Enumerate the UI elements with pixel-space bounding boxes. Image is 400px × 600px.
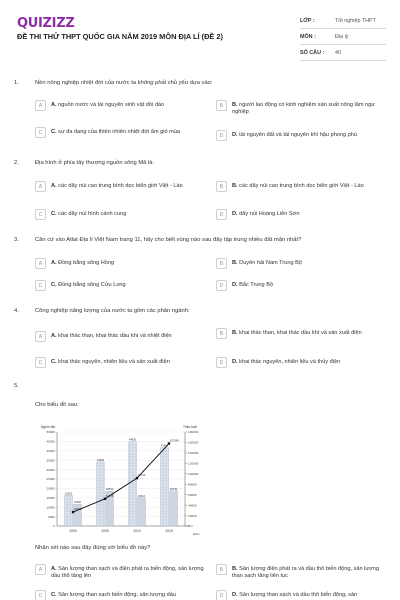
question-text: Căn cứ vào Atlat Địa lí Việt Nam trang 11, hãy cho biết vùng nào sau đây tập trung nhiều đất mặn nhất? xyxy=(35,237,302,243)
option-a[interactable]: A A. khai thác than, khai thác dầu khí và nhiệt điện xyxy=(35,333,205,342)
option-letter: A xyxy=(35,100,46,111)
info-panel xyxy=(300,13,386,61)
option-b[interactable]: B B. Duyên hải Nam Trung Bộ xyxy=(216,260,386,269)
y-tick-left: 5000 xyxy=(48,514,55,519)
option-d[interactable]: D D. khai thác nguyên, nhiên liệu và thủy điện xyxy=(216,359,386,368)
y-tick-left: 40000 xyxy=(46,449,55,453)
line-data-label: 157949 xyxy=(170,439,179,443)
option-letter: A xyxy=(35,258,46,269)
option-b[interactable]: B B. Sản lượng điện phát ra và dầu thô biến động, sản lượng than sạch tăng liên tục xyxy=(216,566,386,581)
y-tick-left: 15000 xyxy=(46,496,55,500)
option-letter: D xyxy=(216,280,227,291)
bar-series-2 xyxy=(138,498,146,526)
option-d[interactable]: D D. tài nguyên đất và tài nguyên khí hậu phong phú xyxy=(216,132,386,141)
option-a[interactable]: A A. Sản lượng than sạch và điện phát ra biến động, sản lượng dầu thô tăng lên xyxy=(35,566,205,581)
option-c[interactable]: C C. khai thác nguyên, nhiên liệu và sản xuất điện xyxy=(35,359,205,368)
info-value: Tốt nghiệp THPT xyxy=(335,17,376,24)
bar-series-1 xyxy=(97,462,105,526)
option-b[interactable]: B B. người lao động có kinh nghiệm sản xuất nông lâm ngư nghiệp xyxy=(216,102,386,117)
line-point xyxy=(136,477,138,479)
question-1 xyxy=(14,80,386,86)
question-5 xyxy=(14,383,386,389)
info-key: MÔN : xyxy=(300,33,316,40)
option-letter: D xyxy=(216,590,227,600)
option-c[interactable]: C C. các dãy núi hình cánh cung xyxy=(35,211,205,220)
y-tick-right: 100000 xyxy=(188,471,199,476)
bar-data-label: 18745 xyxy=(169,487,178,491)
chart-container xyxy=(35,422,220,540)
line-series xyxy=(73,444,169,513)
x-axis-end-label: Năm xyxy=(193,532,200,536)
info-class-row xyxy=(300,13,386,29)
option-letter: A xyxy=(35,331,46,342)
option-letter: C xyxy=(35,127,46,138)
chart-intro: Cho biểu đồ sau: xyxy=(35,402,79,408)
question-number: 3. xyxy=(14,237,19,243)
option-letter: D xyxy=(216,130,227,141)
option-b[interactable]: B B. các dãy núi cao trung bình dọc biên giới Việt - Lào xyxy=(216,183,386,192)
quizizz-logo: QUIZIZZ xyxy=(17,16,75,31)
option-a[interactable]: A A. các dãy núi cao trung bình dọc biên giới Việt - Lào xyxy=(35,183,205,192)
question-5-text: Nhận xét nào sau đây đúng với biểu đồ này? xyxy=(35,545,151,551)
y-axis-left-label: Nghìn tấn xyxy=(41,425,56,429)
line-point xyxy=(168,442,170,444)
y-tick-right: 120000 xyxy=(188,461,199,466)
info-key: LỚP : xyxy=(300,17,315,24)
line-data-label: 52078 xyxy=(106,494,114,498)
option-letter: C xyxy=(35,209,46,220)
x-tick-label: 2005 xyxy=(101,529,109,533)
document-title: ĐỀ THI THỬ THPT QUỐC GIA NĂM 2019 MÔN ĐỊA LÍ (ĐỀ 2) xyxy=(17,32,223,41)
bar-data-label: 11600 xyxy=(73,501,82,505)
option-letter: D xyxy=(216,357,227,368)
info-value: Địa lý xyxy=(335,33,349,40)
info-key: SỐ CÂU : xyxy=(300,49,325,56)
option-letter: B xyxy=(216,328,227,339)
y-tick-right: 80000 xyxy=(188,482,197,487)
y-tick-left: 35000 xyxy=(46,458,55,463)
option-letter: A xyxy=(35,181,46,192)
question-number: 2. xyxy=(14,160,19,166)
option-a[interactable]: A A. Đồng bằng sông Hồng xyxy=(35,260,205,269)
option-letter: D xyxy=(216,209,227,220)
y-tick-right: 180000 xyxy=(188,430,199,435)
y-tick-left: 0 xyxy=(53,524,55,529)
info-subject-row xyxy=(300,29,386,45)
option-d[interactable]: D D. dãy núi Hoàng Liên Sơn xyxy=(216,211,386,220)
x-tick-label: 2000 xyxy=(69,529,77,533)
question-text: Công nghiệp năng lượng của nước ta gồm các phân ngành: xyxy=(35,308,190,314)
y-tick-right: 140000 xyxy=(188,451,199,456)
bar-data-label: 16291 xyxy=(64,492,73,496)
question-text: Nền nông nghiệp nhiệt đới của nước ta không phải chủ yếu dựa vào: xyxy=(35,80,213,86)
y-tick-left: 45000 xyxy=(46,439,55,444)
option-letter: B xyxy=(216,564,227,575)
bar-data-label: 44835 xyxy=(128,438,137,442)
x-tick-label: 2010 xyxy=(133,529,141,533)
question-number: 4. xyxy=(14,308,19,314)
question-number: 1. xyxy=(14,80,19,86)
y-axis-right-label: Triệu kwh xyxy=(183,425,198,429)
bar-data-label: 34093 xyxy=(96,458,105,462)
chart-svg xyxy=(35,422,220,540)
line-data-label: 91722 xyxy=(138,474,146,478)
option-letter: B xyxy=(216,181,227,192)
question-text: Địa hình ở phía tây thượng nguồn sông Mã là: xyxy=(35,160,155,166)
bar-series-1 xyxy=(65,495,73,526)
x-tick-label: 2015 xyxy=(165,529,173,533)
info-value: 40 xyxy=(335,49,341,56)
bar-series-1 xyxy=(161,448,169,526)
y-tick-left: 30000 xyxy=(46,467,55,472)
option-letter: C xyxy=(35,590,46,600)
option-c[interactable]: C C. sự đa dạng của thiên nhiên nhiệt đới ẩm gió mùa xyxy=(35,129,205,138)
option-b[interactable]: B B. khai thác than, khai thác dầu khí và sản xuất điện xyxy=(216,330,386,339)
bar-series-1 xyxy=(129,442,137,526)
y-tick-right: 40000 xyxy=(188,503,197,508)
line-data-label: 26683 xyxy=(74,508,82,512)
question-2 xyxy=(14,160,386,166)
question-4 xyxy=(14,308,386,314)
y-tick-right: 160000 xyxy=(188,440,199,445)
y-tick-left: 50000 xyxy=(46,430,55,435)
question-number: 5. xyxy=(14,383,19,389)
option-c[interactable]: C C. Đồng bằng sông Cửu Long xyxy=(35,282,205,291)
option-letter: A xyxy=(35,564,46,575)
option-a[interactable]: A A. nguồn nước và tài nguyên sinh vật dồi dào xyxy=(35,102,205,111)
question-3 xyxy=(14,237,386,243)
option-letter: C xyxy=(35,357,46,368)
line-point xyxy=(72,511,74,513)
y-tick-left: 25000 xyxy=(46,477,55,482)
y-tick-left: 20000 xyxy=(46,486,55,491)
bar-series-2 xyxy=(170,491,178,526)
option-d[interactable]: D D. Bắc Trung Bộ xyxy=(216,282,386,291)
y-tick-right: 60000 xyxy=(188,492,197,497)
info-count-row xyxy=(300,45,386,61)
option-letter: C xyxy=(35,280,46,291)
y-tick-right: 20000 xyxy=(188,513,197,518)
option-letter: B xyxy=(216,258,227,269)
y-tick-left: 10000 xyxy=(46,505,55,510)
option-c[interactable]: C C. Sản lượng than sạch biến động, sản lượng dầu xyxy=(35,592,205,600)
option-d[interactable]: D D. Sản lượng than sạch và dầu thô biến động, sản xyxy=(216,592,386,600)
line-point xyxy=(104,498,106,500)
bar-data-label: 41664 xyxy=(160,444,169,448)
bar-data-label: 18519 xyxy=(105,488,114,492)
bar-data-label: 15014 xyxy=(137,494,146,498)
option-letter: B xyxy=(216,100,227,111)
